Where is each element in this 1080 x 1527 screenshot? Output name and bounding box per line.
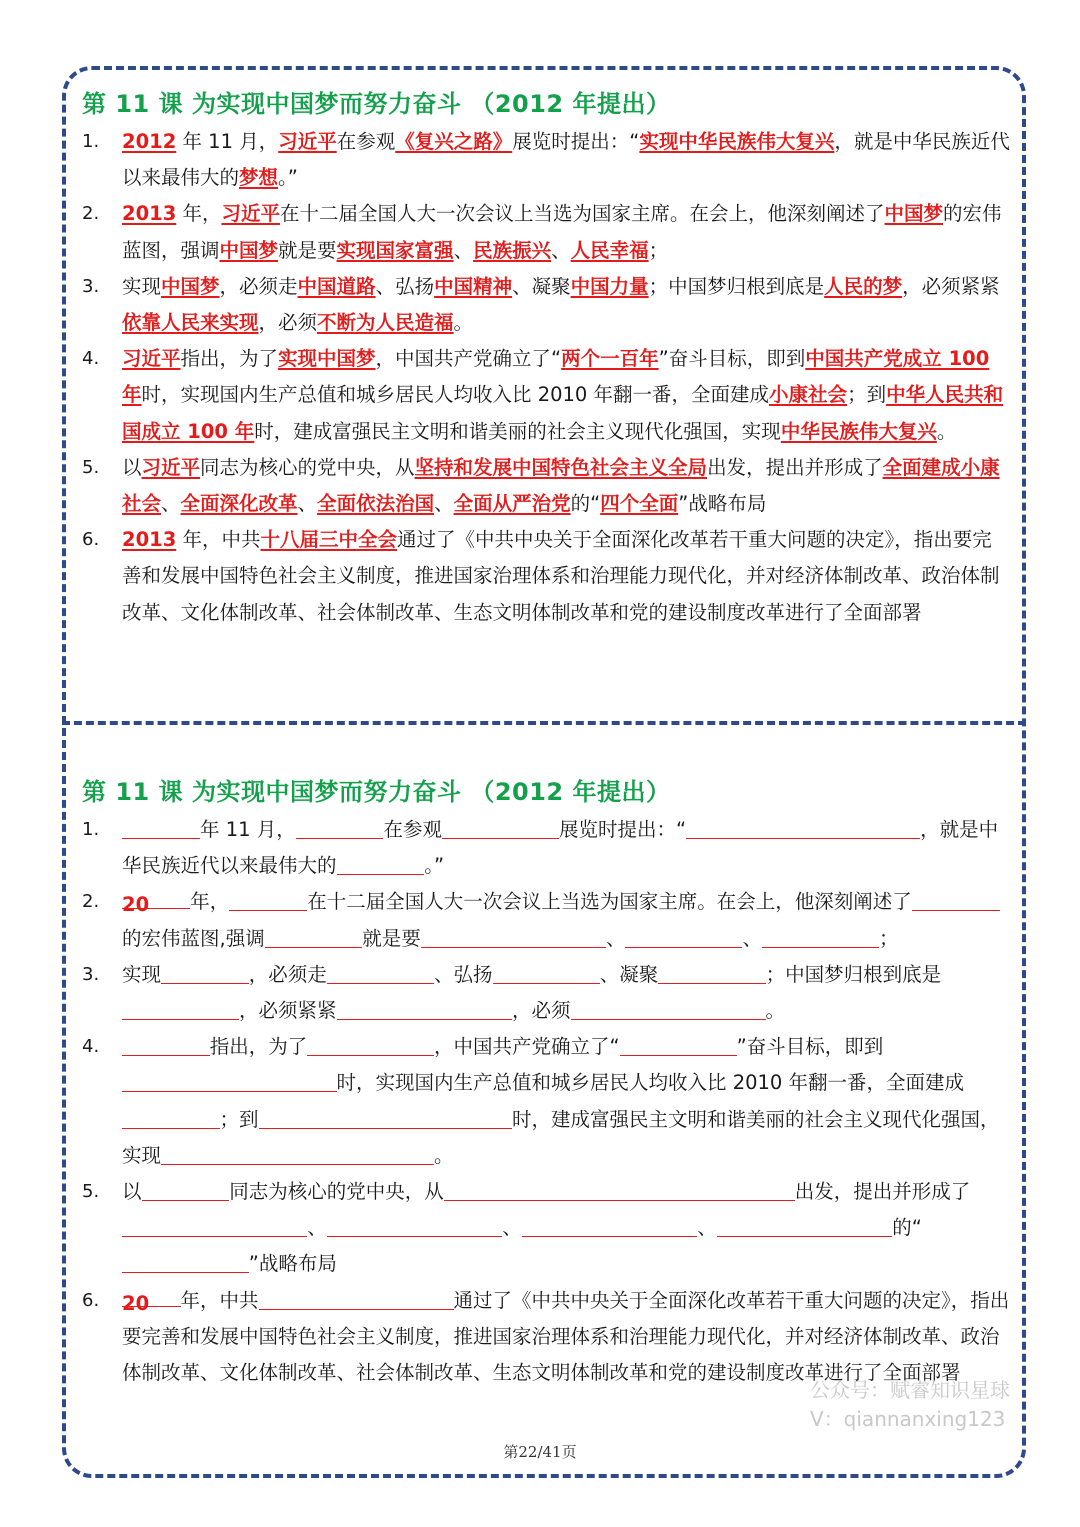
body-text: ；中国梦归根到底是 [765,962,942,986]
body-text: 在参观 [336,130,396,153]
item-number: 5. [82,1181,100,1203]
answer-blank: 20 [122,887,190,908]
body-text: ，必须紧紧 [902,274,1000,298]
key-term: 人民幸福 [570,238,649,262]
item-number: 6. [82,1289,100,1311]
answer-blank [259,1107,513,1128]
body-text: 、 [453,238,474,262]
body-text: 。” [278,166,298,190]
list-item [80,1283,1010,1392]
body-text: 在参观 [383,818,442,841]
body-text: 就是要 [362,926,421,950]
answer-blank [493,962,600,983]
body-text: 在十二届全国人大一次会议上当选为国家主席。在会上，他深刻阐述了 [280,202,885,226]
body-text: 、 [161,492,181,516]
body-text: 出发，提出并形成了 [707,455,883,479]
item-number: 1. [82,819,100,840]
key-term: 习近平 [122,347,181,371]
body-text: 、凝聚 [599,962,659,986]
body-text: ，必须 [512,999,571,1023]
body-text: ”战略布局 [248,1252,337,1276]
body-text: 通过了《中共中央关于全面深化改革若干重大问题的决定》，指出要完善和发展中国特色社会主义制度，推进国家治理体系和治理能力现代化，并对经济体制改革、政治体制改革、文化体制改革、社会体制改革、生态文明体制改革和党的建设制度改革进行了全面部署 [122,528,1000,624]
body-text: 指出，为了 [209,1035,308,1059]
body-text: 时，实现国内生产总值和城乡居民人均收入比 2010 年翻一番，全面建成 [141,383,770,407]
key-term: 实现中国梦 [278,347,376,371]
answer-blank [122,1071,337,1092]
body-text: ； [648,238,669,262]
body-text: 时，实现国内生产总值和城乡居民人均收入比 2010 年翻一番，全面建成 [336,1071,965,1095]
body-text: 。 [453,311,474,335]
key-term: 依靠人民来实现 [122,311,259,335]
body-text: 年，中共 [180,1288,259,1312]
answer-blank [161,1143,434,1164]
item-number: 4. [82,348,100,370]
answer-blank [307,1035,434,1056]
key-term: 四个全面 [600,492,679,516]
section-divider [62,721,1026,725]
answer-blank [265,926,363,947]
body-text: 。 [936,419,957,443]
body-text: ，必须 [258,311,318,335]
key-term: 全面从严治党 [453,492,571,516]
body-text: ； [879,926,899,950]
answer-list [80,124,1010,631]
body-text: ；到 [219,1107,259,1131]
body-text: 在十二届全国人大一次会议上当选为国家主席。在会上，他深刻阐述了 [307,890,912,914]
key-term: 2013 [122,528,177,552]
body-text: 以 [122,455,142,479]
body-text: 年， [176,202,222,226]
body-text: 以 [122,1180,142,1204]
answer-blank [620,1035,737,1056]
list-item [80,957,1010,1029]
answer-blank [259,1288,454,1309]
key-term: 中国共产党成立 100 年 [122,347,990,407]
key-term: 两个一百年 [561,347,659,371]
key-term: 习近平 [278,130,337,153]
answer-blank [122,1035,210,1056]
answer-section [80,86,1010,631]
answer-blank [161,962,249,983]
key-term: 不断为人民造福 [317,311,454,335]
body-text: 、 [297,492,318,516]
body-text: 、弘扬 [434,962,493,986]
body-text: 年， [190,890,230,914]
body-text: 展览时提出：“ [512,130,640,153]
body-text: 年，中共 [176,528,261,552]
body-text: 的“ [570,492,601,516]
key-term: 中国梦 [161,274,220,298]
item-number: 1. [82,131,100,152]
key-term: 中华人民共和国成立 100 年 [122,383,1004,443]
body-text: ，就是中华民族近代以来最伟大的 [122,130,1010,190]
item-number: 3. [82,963,100,985]
list-item [80,450,1010,522]
answer-blank [142,1180,230,1201]
body-text: ，中国共产党确立了“ [375,347,562,371]
answer-blank [122,1107,220,1128]
answer-blank: 20 [122,1286,181,1307]
watermark-line: 公众号：赋睿知识星球 [810,1378,1010,1402]
body-text: ，中国共产党确立了“ [434,1035,620,1059]
answer-blank [444,1180,795,1201]
key-term: 实现中华民族伟大复兴 [639,130,835,153]
list-item [80,124,1010,196]
watermark [810,1376,1010,1434]
body-text: ，必须走 [219,274,298,298]
answer-blank [522,1216,698,1237]
item-number: 5. [82,456,100,478]
answer-blank [229,890,307,911]
answer-blank [337,999,513,1020]
key-term: 2012 [122,130,177,153]
list-item [80,884,1010,956]
body-text: 。” [424,854,445,878]
list-item [80,522,1010,631]
key-term: 习近平 [221,202,280,226]
item-number: 4. [82,1036,100,1058]
body-text: ，必须紧紧 [239,999,337,1023]
list-item [80,1029,1010,1174]
key-term: 习近平 [141,455,201,479]
answer-blank [912,890,1000,911]
body-text: ”奋斗目标，即到 [658,347,806,371]
answer-blank [442,818,559,839]
answer-blank [122,999,239,1020]
key-term: 中国梦 [884,202,944,226]
body-text: 、 [697,1216,717,1240]
body-text: ；中国梦归根到底是 [648,274,825,298]
body-text: 的宏伟蓝图，强调 [122,202,1002,262]
body-text: 、 [551,238,571,262]
answer-blank [762,926,879,947]
body-text: 、弘扬 [375,274,435,298]
key-term: 梦想 [239,166,279,190]
answer-blank [122,818,200,839]
key-term: 中国梦 [219,238,279,262]
list-item [80,1174,1010,1283]
answer-blank [337,854,425,875]
fill-in-section [80,774,1010,1391]
body-text: 展览时提出：“ [558,818,687,841]
answer-blank [421,926,606,947]
key-term: 实现国家富强 [336,238,454,262]
key-term: 全面深化改革 [180,492,298,516]
body-text: 、 [307,1216,327,1240]
key-term: 中华民族伟大复兴 [780,419,937,443]
body-text: 时，建成富强民主文明和谐美丽的社会主义现代化强国，实现 [254,419,781,443]
body-text: ，必须走 [248,962,327,986]
watermark-line: V：qiannanxing123 [810,1407,1006,1431]
answer-blank [625,926,742,947]
page-number: 第22/41页 [503,1443,577,1461]
body-text: 实现 [122,962,162,986]
key-term: 《复兴之路》 [395,130,513,153]
key-term: 民族振兴 [473,238,552,262]
key-term: 中国力量 [570,274,649,298]
list-item [80,341,1010,450]
body-text: 出发，提出并形成了 [794,1180,971,1204]
body-text: 实现 [122,274,162,298]
answer-blank [717,1216,893,1237]
body-text: 年 11 月， [176,130,279,153]
body-text: 、 [742,926,762,950]
key-term: 中国精神 [434,274,513,298]
body-text: 、 [502,1216,522,1240]
key-term: 全面依法治国 [317,492,435,516]
section-title: 第 11 课 为实现中国梦而努力奋斗 （2012 年提出） [82,90,671,118]
list-item [80,812,1010,884]
answer-blank [122,1216,307,1237]
item-number: 2. [82,203,100,225]
section-title: 第 11 课 为实现中国梦而努力奋斗 （2012 年提出） [82,778,671,806]
body-text: 年 11 月， [200,818,296,841]
body-text: ”战略布局 [678,492,767,516]
body-text: 同志为核心的党中央，从 [200,455,415,479]
key-term: 坚持和发展中国特色社会主义全局 [414,455,708,479]
body-text: 、 [605,926,626,950]
fill-in-list [80,812,1010,1391]
key-term: 全面建成小康社会 [122,455,1000,516]
item-number: 2. [82,891,100,913]
key-term: 人民的梦 [824,274,903,298]
body-text: 。 [765,999,786,1023]
key-term: 小康社会 [769,383,848,407]
answer-blank [571,999,766,1020]
key-term: 十八届三中全会 [260,528,397,552]
body-text: 通过了《中共中央关于全面深化改革若干重大问题的决定》，指出要完善和发展中国特色社会主义制度，推进国家治理体系和治理能力现代化，并对经济体制改革、政治体制改革、文化体制改革、社会体制改革、生态文明体制改革和党的建设制度改革进行了全面部署 [122,1288,1010,1385]
answer-blank [327,962,434,983]
item-number: 6. [82,529,100,551]
key-term: 中国道路 [297,274,376,298]
key-term: 2013 [122,202,177,226]
answer-blank [122,1252,249,1273]
answer-blank [686,818,920,839]
body-text: 的“ [892,1216,922,1240]
answer-blank [327,1216,503,1237]
body-text: ”奋斗目标，即到 [736,1035,884,1059]
answer-blank [658,962,765,983]
body-text: 就是要 [278,238,337,262]
item-number: 3. [82,275,100,297]
body-text: 、 [434,492,454,516]
body-text: 的宏伟蓝图,强调 [122,926,265,950]
body-text: ，就是中华民族近代以来最伟大的 [122,818,999,878]
body-text: 同志为核心的党中央，从 [229,1180,444,1204]
body-text: ；到 [847,383,887,407]
body-text: 指出，为了 [180,347,279,371]
body-text: 。 [434,1143,454,1167]
body-text: 时，建成富强民主文明和谐美丽的社会主义现代化强国，实现 [122,1107,1000,1167]
list-item [80,196,1010,268]
list-item [80,269,1010,341]
body-text: 、凝聚 [512,274,571,298]
answer-blank [296,818,384,839]
